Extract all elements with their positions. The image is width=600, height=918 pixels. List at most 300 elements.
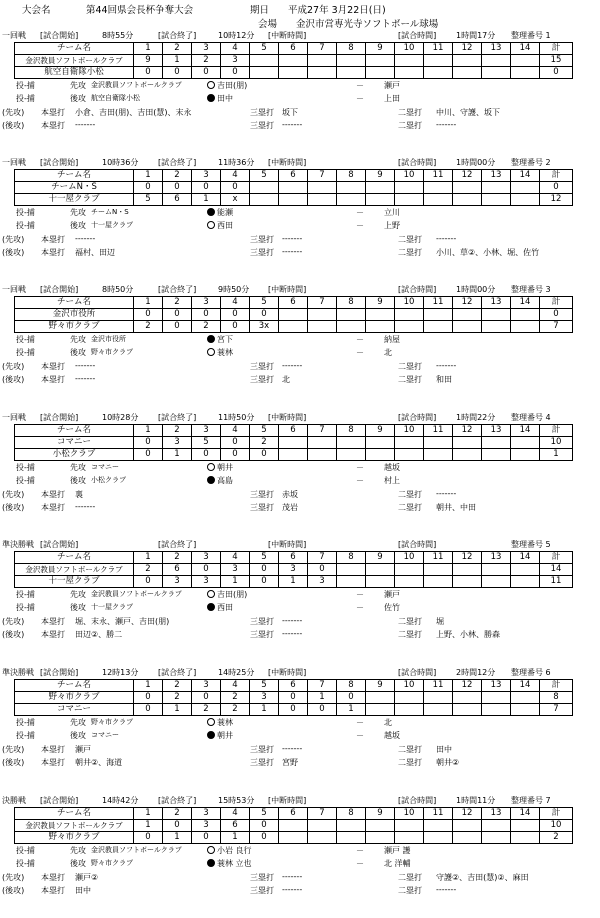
triple-label: 三塁打: [250, 617, 274, 626]
result-marker-icon: [207, 718, 215, 726]
team-name-header: チーム名: [15, 680, 134, 692]
inning-score-cell: [279, 309, 308, 321]
inning-header-row: [15, 680, 573, 692]
dash-separator: －: [356, 94, 364, 103]
date-value: 平成27年 3月22日(日): [288, 5, 386, 16]
inning-header-cell: 14: [511, 43, 540, 55]
inning-header-cell: 13: [482, 808, 511, 820]
first-paren-label: (先攻): [2, 745, 25, 754]
inning-score-cell: [395, 309, 424, 321]
double-label: 二塁打: [398, 108, 422, 117]
game-info-row: [0, 284, 600, 296]
triple-label: 三塁打: [250, 108, 274, 117]
inning-score-cell: [511, 309, 540, 321]
inning-header-cell: 11: [424, 680, 453, 692]
first-pitcher-name: 蓑林: [217, 718, 233, 727]
inning-header-cell: 2: [163, 808, 192, 820]
inning-header-cell: 7: [308, 43, 337, 55]
second-label: 後攻: [70, 859, 86, 868]
inning-score-cell: [424, 692, 453, 704]
inning-header-cell: 4: [221, 680, 250, 692]
inning-score-cell: [337, 576, 366, 588]
inning-header-cell: 2: [163, 297, 192, 309]
first-home-runs: -------: [75, 234, 96, 243]
second-label: 後攻: [70, 476, 86, 485]
inning-score-cell: 3: [308, 576, 337, 588]
inning-score-cell: [482, 832, 511, 844]
inning-score-cell: 2: [192, 55, 221, 67]
second-home-runs: -------: [75, 374, 96, 383]
inning-header-cell: 5: [250, 552, 279, 564]
first-home-runs: -------: [75, 361, 96, 370]
pitcher-catcher-label: 投-捕: [16, 590, 35, 599]
inning-score-cell: [482, 321, 511, 333]
inning-header-cell: 1: [134, 297, 163, 309]
inning-header-cell: 5: [250, 297, 279, 309]
result-marker-icon: [207, 476, 215, 484]
start-label: [試合開始]: [40, 31, 79, 40]
inning-header-cell: 4: [221, 170, 250, 182]
inning-score-cell: [511, 820, 540, 832]
inning-score-cell: [279, 67, 308, 79]
scoreboard-table: [14, 42, 573, 79]
start-time: 8時55分: [102, 31, 134, 40]
team-row: [15, 321, 573, 333]
suspend-label: [中断時間]: [268, 158, 307, 167]
inning-score-cell: [366, 449, 395, 461]
game-number: 整理番号 2: [511, 158, 551, 167]
first-label: 先攻: [70, 463, 86, 472]
inning-score-cell: [337, 832, 366, 844]
inning-score-cell: [395, 692, 424, 704]
first-label: 先攻: [70, 81, 86, 90]
inning-score-cell: [279, 55, 308, 67]
inning-score-cell: [482, 564, 511, 576]
inning-header-cell: 1: [134, 43, 163, 55]
inning-score-cell: [482, 704, 511, 716]
inning-header-cell: 8: [337, 297, 366, 309]
second-home-runs: 田中: [75, 886, 91, 895]
inning-score-cell: 0: [134, 692, 163, 704]
inning-header-cell: 9: [366, 170, 395, 182]
inning-score-cell: 0: [308, 704, 337, 716]
team-name-cell: 金沢教員ソフトボールクラブ: [15, 564, 134, 576]
total-score-cell: 8: [540, 692, 573, 704]
double-label: 二塁打: [398, 617, 422, 626]
inning-score-cell: [395, 832, 424, 844]
inning-header-cell: 7: [308, 808, 337, 820]
inning-score-cell: 2: [221, 704, 250, 716]
inning-header-cell: 10: [395, 808, 424, 820]
inning-header-cell: 14: [511, 680, 540, 692]
first-label: 先攻: [70, 208, 86, 217]
second-doubles: 小川、草②、小林、堀、佐竹: [436, 248, 540, 257]
first-paren-label: (先攻): [2, 108, 25, 117]
inning-score-cell: [453, 321, 482, 333]
game-info-row: [0, 157, 600, 169]
end-time: 15時53分: [218, 796, 255, 805]
start-time: 10時36分: [102, 158, 139, 167]
inning-score-cell: [482, 194, 511, 206]
duration-label: [試合時間]: [398, 158, 437, 167]
result-marker-icon: [207, 731, 215, 739]
team-row: [15, 564, 573, 576]
inning-score-cell: [337, 564, 366, 576]
double-label: 二塁打: [398, 235, 422, 244]
inning-score-cell: 2: [221, 692, 250, 704]
team-row: [15, 67, 573, 79]
dash-separator: －: [356, 590, 364, 599]
round-name: 一回戦: [2, 285, 26, 294]
inning-score-cell: 0: [192, 67, 221, 79]
first-pitcher-name: 朝井: [217, 463, 233, 472]
second-doubles: -------: [436, 120, 457, 129]
battery-row-second: [0, 475, 600, 486]
inning-header-cell: 12: [453, 552, 482, 564]
second-paren-label: (後攻): [2, 248, 25, 257]
second-label: 後攻: [70, 94, 86, 103]
inning-score-cell: 2: [192, 704, 221, 716]
inning-score-cell: 0: [163, 67, 192, 79]
hits-row-second: [0, 885, 600, 896]
second-pitcher-name: 西田: [217, 221, 233, 230]
inning-score-cell: [395, 820, 424, 832]
inning-score-cell: 0: [250, 309, 279, 321]
inning-score-cell: [308, 194, 337, 206]
first-home-runs: 瀬戸②: [75, 873, 99, 882]
game-block: [0, 412, 600, 535]
team-name-cell: 金沢教員ソフトボールクラブ: [15, 55, 134, 67]
inning-score-cell: [424, 437, 453, 449]
first-catcher: 瀬戸 護: [384, 846, 411, 855]
triple-label: 三塁打: [250, 375, 274, 384]
second-pitcher: [207, 475, 233, 486]
inning-score-cell: [308, 832, 337, 844]
duration-label: [試合時間]: [398, 413, 437, 422]
second-catcher: 北 洋輔: [384, 859, 411, 868]
scoreboard-table: [14, 679, 573, 716]
triple-label: 三塁打: [250, 873, 274, 882]
inning-header-cell: 8: [337, 425, 366, 437]
inning-header-cell: 8: [337, 552, 366, 564]
total-score-cell: 11: [540, 576, 573, 588]
second-paren-label: (後攻): [2, 503, 25, 512]
double-label: 二塁打: [398, 630, 422, 639]
team-name-cell: 野々市クラブ: [15, 692, 134, 704]
inning-score-cell: [424, 321, 453, 333]
first-pitcher: [207, 589, 247, 600]
inning-score-cell: [482, 692, 511, 704]
duration-label: [試合時間]: [398, 540, 437, 549]
result-marker-icon: [207, 463, 215, 471]
first-catcher: 瀬戸: [384, 81, 400, 90]
second-label: 後攻: [70, 221, 86, 230]
second-team: 航空自衛隊小松: [91, 94, 140, 102]
inning-header-cell: 7: [308, 552, 337, 564]
start-label: [試合開始]: [40, 413, 79, 422]
dash-separator: －: [356, 718, 364, 727]
inning-score-cell: [250, 194, 279, 206]
inning-score-cell: 0: [221, 437, 250, 449]
team-row: [15, 55, 573, 67]
inning-header-cell: 13: [482, 552, 511, 564]
first-label: 先攻: [70, 718, 86, 727]
second-pitcher-name: 蓑林 立也: [217, 859, 252, 868]
round-name: 一回戦: [2, 158, 26, 167]
double-label: 二塁打: [398, 758, 422, 767]
inning-header-cell: 10: [395, 680, 424, 692]
inning-score-cell: [395, 55, 424, 67]
inning-score-cell: 0: [279, 692, 308, 704]
pitcher-catcher-label: 投-捕: [16, 718, 35, 727]
inning-score-cell: [453, 832, 482, 844]
inning-header-row: [15, 297, 573, 309]
inning-score-cell: 0: [192, 449, 221, 461]
inning-header-cell: 3: [192, 808, 221, 820]
inning-score-cell: 3x: [250, 321, 279, 333]
dash-separator: －: [356, 348, 364, 357]
inning-header-cell: 3: [192, 297, 221, 309]
team-row: [15, 832, 573, 844]
inning-header-cell: 6: [279, 552, 308, 564]
inning-score-cell: 3: [192, 576, 221, 588]
team-name-cell: 十一屋クラブ: [15, 576, 134, 588]
inning-header-cell: 計: [540, 297, 573, 309]
second-team: 小松クラブ: [91, 476, 126, 484]
inning-score-cell: [337, 194, 366, 206]
inning-score-cell: [424, 820, 453, 832]
inning-header-cell: 14: [511, 425, 540, 437]
hits-row-first: [0, 489, 600, 500]
inning-header-cell: 8: [337, 170, 366, 182]
result-marker-icon: [207, 81, 215, 89]
inning-header-cell: 4: [221, 43, 250, 55]
round-name: 一回戦: [2, 31, 26, 40]
inning-score-cell: 3: [163, 576, 192, 588]
inning-score-cell: 0: [192, 692, 221, 704]
inning-score-cell: 0: [250, 832, 279, 844]
first-team: 金沢教員ソフトボールクラブ: [91, 81, 182, 89]
inning-score-cell: x: [221, 194, 250, 206]
inning-score-cell: [308, 182, 337, 194]
inning-header-cell: 13: [482, 297, 511, 309]
first-pitcher-name: 能瀬: [217, 208, 233, 217]
inning-score-cell: 2: [250, 437, 279, 449]
inning-score-cell: [453, 704, 482, 716]
inning-score-cell: 2: [163, 692, 192, 704]
duration-value: 2時間12分: [456, 668, 496, 677]
inning-score-cell: [337, 67, 366, 79]
second-pitcher-name: 高島: [217, 476, 233, 485]
inning-score-cell: [482, 309, 511, 321]
hr-label: 本塁打: [41, 503, 65, 512]
inning-header-cell: 2: [163, 170, 192, 182]
inning-score-cell: [366, 704, 395, 716]
inning-score-cell: 0: [192, 182, 221, 194]
second-catcher: 上野: [384, 221, 400, 230]
second-doubles: 和田: [436, 375, 452, 384]
inning-score-cell: 3: [192, 820, 221, 832]
inning-header-row: [15, 170, 573, 182]
inning-score-cell: 0: [192, 564, 221, 576]
team-name-cell: 十一屋クラブ: [15, 194, 134, 206]
inning-score-cell: [366, 437, 395, 449]
total-score-cell: 10: [540, 820, 573, 832]
inning-header-cell: 10: [395, 425, 424, 437]
second-paren-label: (後攻): [2, 758, 25, 767]
first-pitcher-name: 小岩 良行: [217, 846, 252, 855]
inning-header-cell: 9: [366, 297, 395, 309]
dash-separator: －: [356, 208, 364, 217]
inning-header-cell: 6: [279, 297, 308, 309]
second-doubles: 上野、小林、勝森: [436, 630, 500, 639]
second-triples: -------: [282, 629, 303, 638]
inning-header-cell: 1: [134, 808, 163, 820]
first-triples: -------: [282, 361, 303, 370]
second-home-runs: 朝井②、海道: [75, 758, 123, 767]
first-triples: -------: [282, 234, 303, 243]
inning-score-cell: [366, 55, 395, 67]
start-time: 10時28分: [102, 413, 139, 422]
inning-score-cell: [337, 449, 366, 461]
team-name-cell: コマニー: [15, 437, 134, 449]
battery-row-second: [0, 93, 600, 104]
inning-score-cell: 1: [337, 704, 366, 716]
total-score-cell: 2: [540, 832, 573, 844]
double-label: 二塁打: [398, 490, 422, 499]
round-name: 決勝戦: [2, 796, 26, 805]
inning-score-cell: [395, 576, 424, 588]
inning-score-cell: [453, 576, 482, 588]
inning-header-cell: 6: [279, 43, 308, 55]
team-name-cell: 小松クラブ: [15, 449, 134, 461]
first-pitcher: [207, 717, 233, 728]
dash-separator: －: [356, 335, 364, 344]
start-time: 8時50分: [102, 285, 134, 294]
inning-score-cell: [308, 437, 337, 449]
inning-score-cell: [424, 704, 453, 716]
inning-score-cell: [308, 321, 337, 333]
inning-score-cell: 1: [279, 576, 308, 588]
second-triples: 北: [282, 375, 290, 384]
end-time: 11時50分: [218, 413, 255, 422]
inning-header-cell: 3: [192, 552, 221, 564]
first-pitcher-name: 宮下: [217, 335, 233, 344]
dash-separator: －: [356, 731, 364, 740]
team-row: [15, 576, 573, 588]
second-paren-label: (後攻): [2, 375, 25, 384]
pitcher-catcher-label: 投-捕: [16, 348, 35, 357]
first-label: 先攻: [70, 846, 86, 855]
inning-header-cell: 12: [453, 170, 482, 182]
hits-row-first: [0, 234, 600, 245]
inning-score-cell: 0: [163, 321, 192, 333]
triple-label: 三塁打: [250, 758, 274, 767]
second-pitcher-name: 蓑林: [217, 348, 233, 357]
inning-header-cell: 計: [540, 43, 573, 55]
inning-header-cell: 1: [134, 552, 163, 564]
second-pitcher: [207, 858, 252, 869]
first-doubles: 堀: [436, 617, 444, 626]
start-label: [試合開始]: [40, 796, 79, 805]
team-name-cell: 航空自衛隊小松: [15, 67, 134, 79]
second-label: 後攻: [70, 603, 86, 612]
inning-score-cell: [424, 576, 453, 588]
hits-row-second: [0, 247, 600, 258]
inning-score-cell: [511, 321, 540, 333]
end-label: [試合終了]: [158, 413, 197, 422]
battery-row-second: [0, 602, 600, 613]
inning-header-cell: 11: [424, 170, 453, 182]
game-number: 整理番号 7: [511, 796, 551, 805]
game-number: 整理番号 5: [511, 540, 551, 549]
inning-header-cell: 13: [482, 170, 511, 182]
triple-label: 三塁打: [250, 630, 274, 639]
inning-score-cell: [453, 820, 482, 832]
inning-score-cell: [395, 67, 424, 79]
double-label: 二塁打: [398, 886, 422, 895]
second-catcher: 北: [384, 348, 392, 357]
inning-score-cell: [424, 194, 453, 206]
duration-value: 1時間00分: [456, 158, 496, 167]
inning-score-cell: [482, 449, 511, 461]
inning-header-row: [15, 425, 573, 437]
inning-score-cell: [395, 564, 424, 576]
second-home-runs: -------: [75, 120, 96, 129]
dash-separator: －: [356, 476, 364, 485]
inning-header-cell: 13: [482, 680, 511, 692]
first-pitcher: [207, 80, 247, 91]
total-score-cell: 14: [540, 564, 573, 576]
inning-score-cell: [308, 309, 337, 321]
team-name-cell: 野々市クラブ: [15, 321, 134, 333]
inning-score-cell: [250, 67, 279, 79]
first-pitcher: [207, 207, 233, 218]
dash-separator: －: [356, 81, 364, 90]
inning-header-cell: 5: [250, 680, 279, 692]
inning-score-cell: [424, 449, 453, 461]
inning-header-cell: 1: [134, 425, 163, 437]
inning-score-cell: [366, 692, 395, 704]
team-row: [15, 437, 573, 449]
inning-score-cell: [453, 55, 482, 67]
inning-header-cell: 12: [453, 297, 482, 309]
inning-score-cell: [279, 820, 308, 832]
hr-label: 本塁打: [41, 758, 65, 767]
game-block: [0, 539, 600, 662]
hr-label: 本塁打: [41, 886, 65, 895]
inning-header-cell: 11: [424, 808, 453, 820]
inning-score-cell: [453, 564, 482, 576]
game-block: [0, 30, 600, 153]
double-label: 二塁打: [398, 873, 422, 882]
duration-label: [試合時間]: [398, 668, 437, 677]
inning-score-cell: [424, 832, 453, 844]
inning-score-cell: [395, 449, 424, 461]
second-doubles: 朝井②: [436, 758, 460, 767]
inning-score-cell: [453, 692, 482, 704]
second-pitcher-name: 朝井: [217, 731, 233, 740]
first-catcher: 立川: [384, 208, 400, 217]
inning-header-cell: 2: [163, 552, 192, 564]
first-paren-label: (先攻): [2, 235, 25, 244]
battery-row-first: [0, 462, 600, 473]
inning-score-cell: [482, 576, 511, 588]
inning-score-cell: [453, 67, 482, 79]
game-block: [0, 667, 600, 790]
inning-score-cell: [395, 437, 424, 449]
inning-score-cell: [308, 55, 337, 67]
